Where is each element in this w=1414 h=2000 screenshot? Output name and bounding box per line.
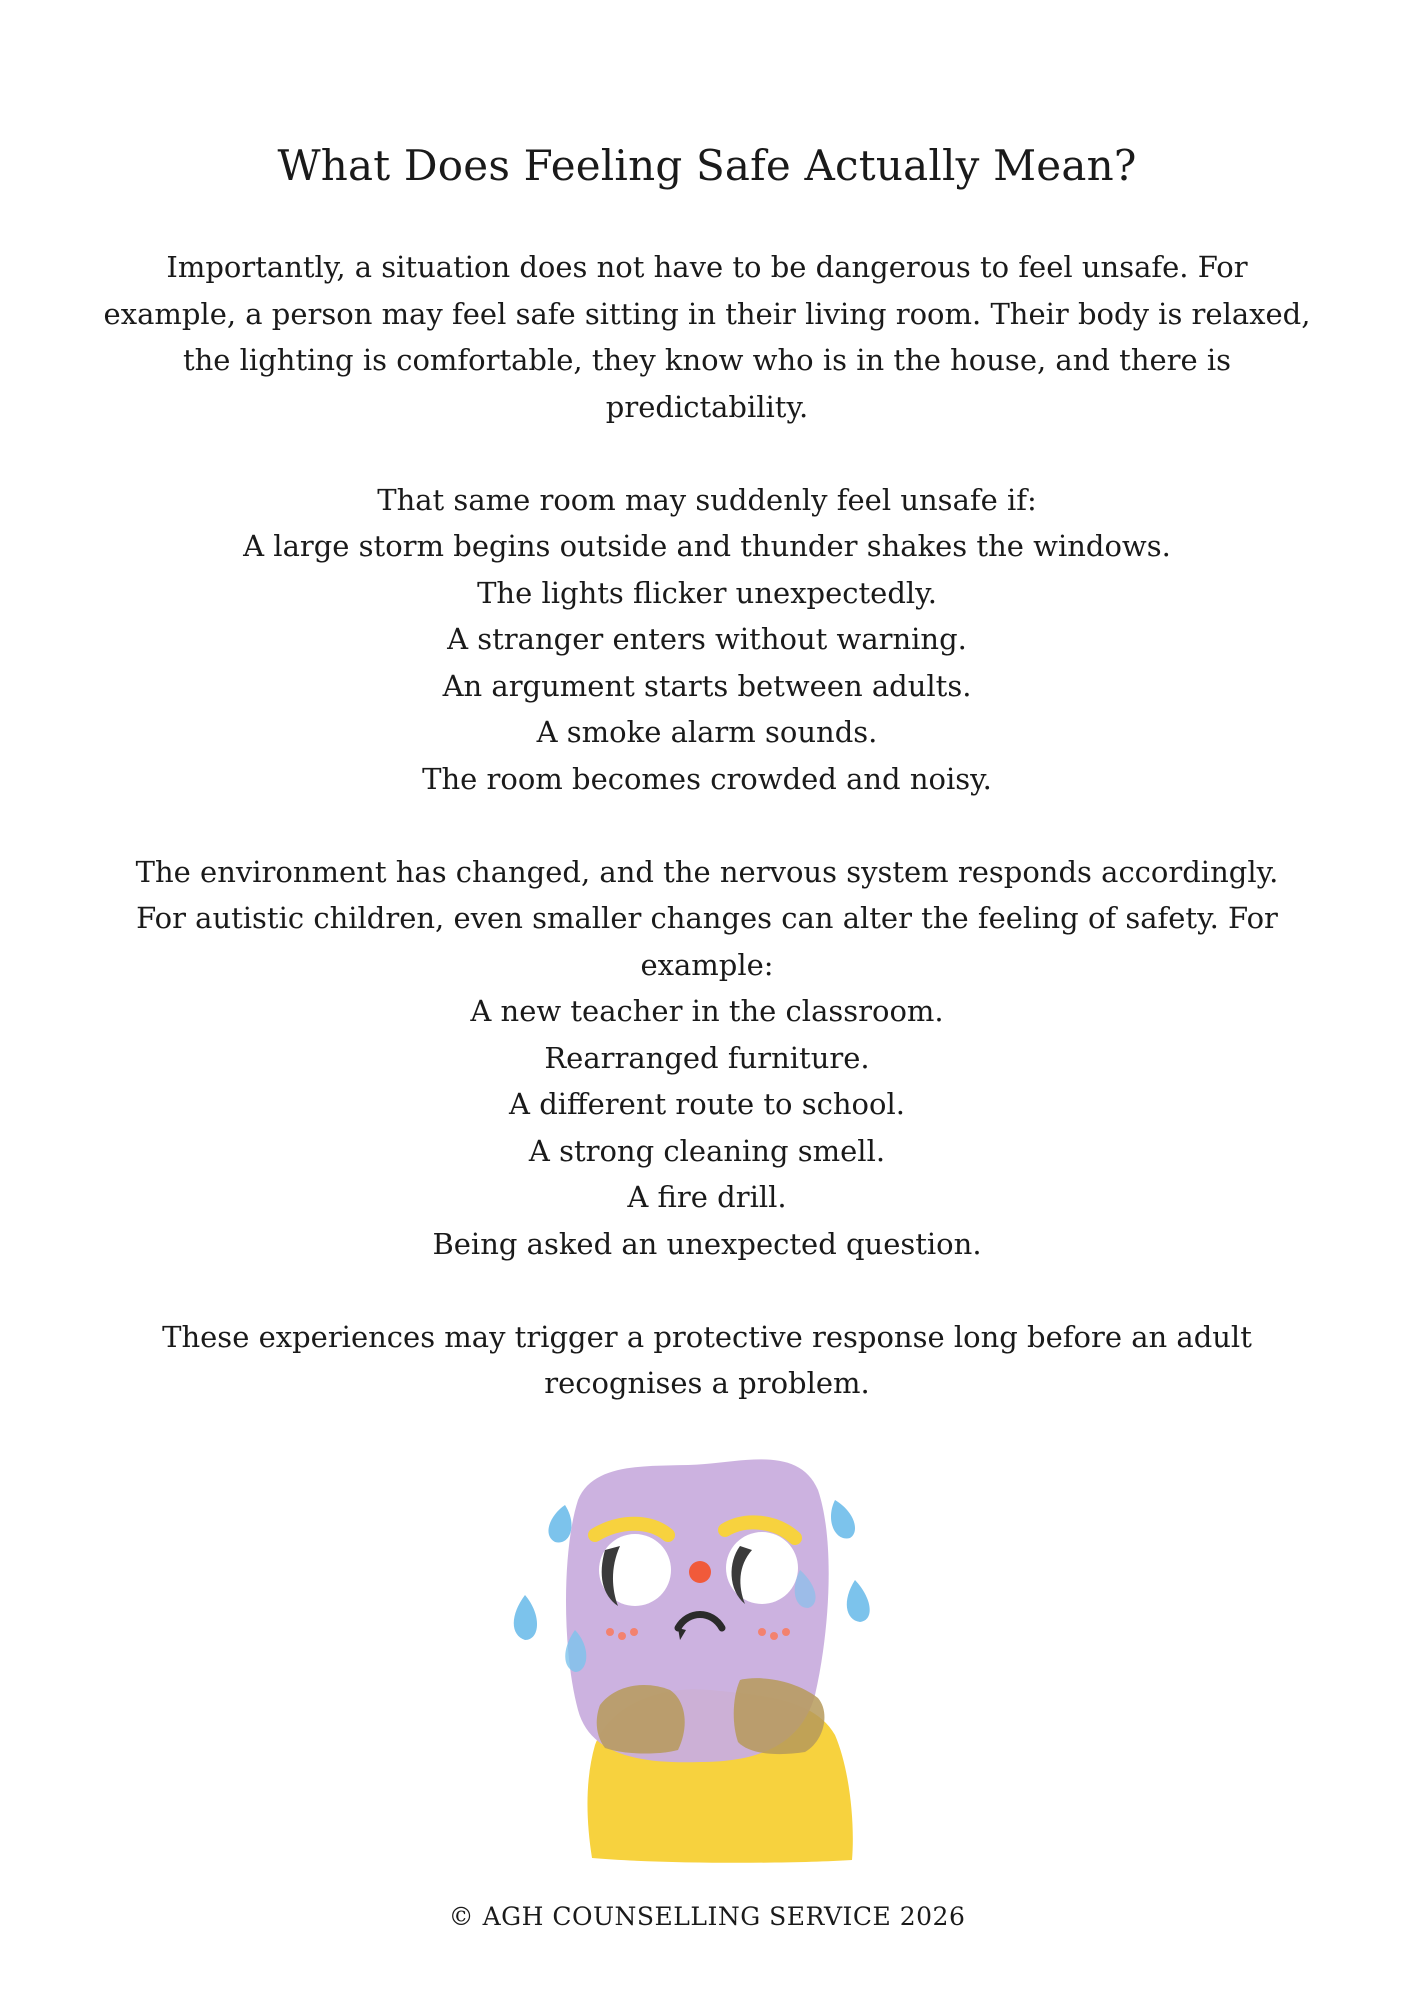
worried-character-icon xyxy=(500,1450,920,1870)
intro-line: the lighting is comfortable, they know who is in the house, and there is xyxy=(182,343,1232,377)
list-item: A strong cleaning smell. xyxy=(528,1133,886,1168)
body-text xyxy=(80,244,1334,1407)
intro-line: Importantly, a situation does not have to be dangerous to feel unsafe. For xyxy=(166,250,1248,284)
list-item: Being asked an unexpected question. xyxy=(432,1226,982,1261)
nose xyxy=(689,1561,711,1583)
paragraph-gap xyxy=(80,802,1334,849)
section2-line: The environment has changed, and the nervous system responds accordingly. xyxy=(135,854,1279,889)
list-item: A new teacher in the classroom. xyxy=(470,994,944,1028)
list-item: Rearranged furniture. xyxy=(544,1040,870,1075)
closing-line: recognises a problem. xyxy=(544,1366,870,1400)
list-item: An argument starts between adults. xyxy=(442,668,972,703)
paragraph-gap xyxy=(80,1267,1334,1314)
list-item: A stranger enters without warning. xyxy=(447,622,967,656)
closing-line: These experiences may trigger a protective response long before an adult xyxy=(162,1319,1252,1354)
list-item: A smoke alarm sounds. xyxy=(536,715,878,749)
paragraph-gap xyxy=(80,430,1334,477)
list-item: The lights flicker unexpectedly. xyxy=(477,575,937,610)
section2-line: example: xyxy=(640,947,774,982)
intro-line: predictability. xyxy=(605,389,809,424)
page-title: What Does Feeling Safe Actually Mean? xyxy=(277,141,1137,190)
list-item: A large storm begins outside and thunder shakes the windows. xyxy=(243,529,1171,563)
copyright-footer: © AGH COUNSELLING SERVICE 2026 xyxy=(448,1902,966,1931)
section1-lead: That same room may suddenly feel unsafe if: xyxy=(377,482,1037,517)
list-item: A fire drill. xyxy=(627,1180,787,1214)
list-item: The room becomes crowded and noisy. xyxy=(422,761,992,796)
section2-line: For autistic children, even smaller changes can alter the feeling of safety. For xyxy=(136,901,1278,935)
list-item: A different route to school. xyxy=(509,1087,905,1121)
intro-line: example, a person may feel safe sitting in their living room. Their body is relaxed, xyxy=(103,296,1311,331)
